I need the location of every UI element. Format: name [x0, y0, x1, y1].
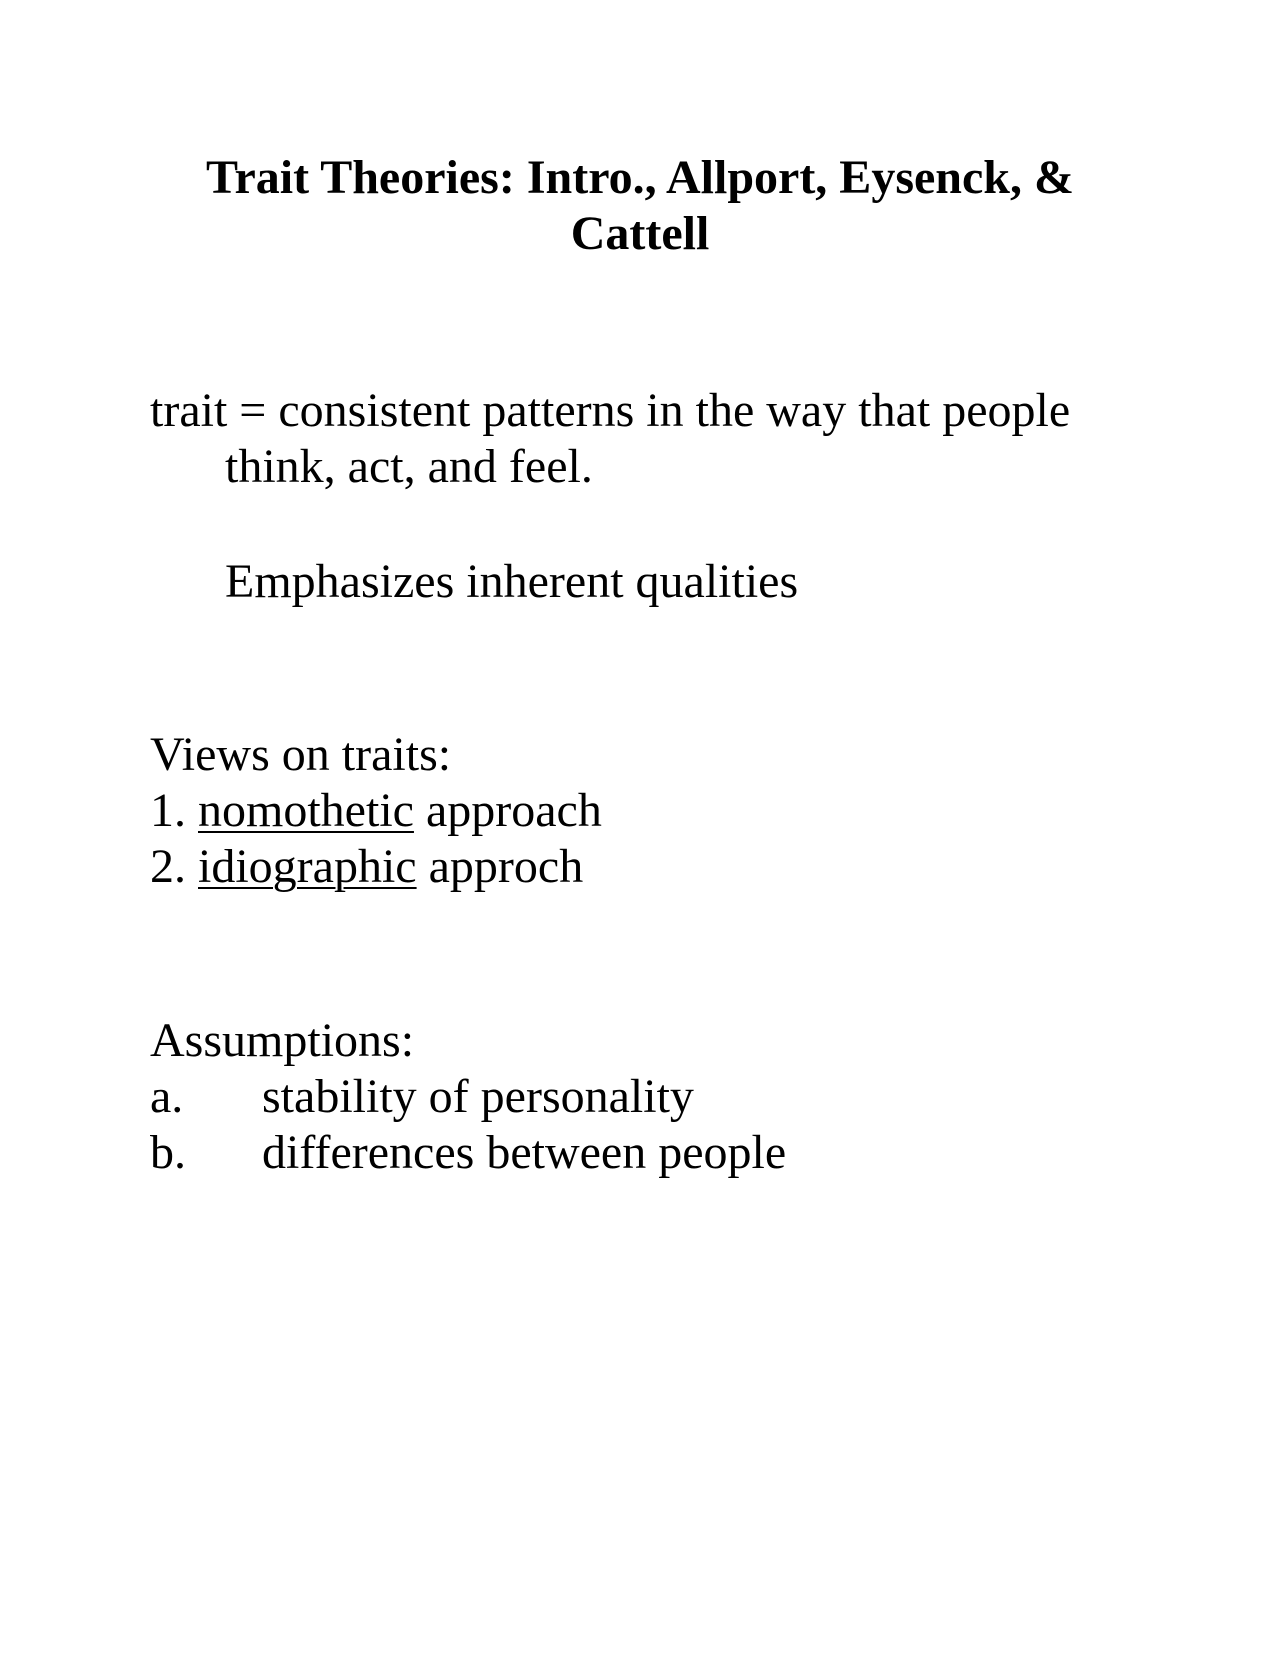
- assumption-marker: b.: [150, 1126, 186, 1179]
- emphasis-text: Emphasizes inherent qualities: [225, 555, 799, 608]
- views-item-2: [150, 839, 583, 895]
- assumption-marker: a.: [150, 1070, 184, 1123]
- page-title: [150, 150, 1130, 262]
- views-item-term: nomothetic: [198, 784, 414, 837]
- views-item-1: [150, 783, 602, 839]
- views-heading: Views on traits:: [150, 728, 452, 781]
- title-line-2: Cattell: [570, 207, 710, 260]
- views-item-number: 1.: [150, 784, 186, 837]
- title-line-1: Trait Theories: Intro., Allport, Eysenck, &: [206, 151, 1074, 204]
- assumptions-item-a: [150, 1069, 694, 1125]
- definition-line-2: think, act, and feel.: [225, 440, 593, 493]
- assumptions-item-b: [150, 1125, 786, 1181]
- views-item-rest: approach: [425, 784, 602, 837]
- views-item-rest: approch: [428, 840, 584, 893]
- assumptions-heading: Assumptions:: [150, 1014, 415, 1067]
- views-item-term: idiographic: [198, 840, 417, 893]
- assumption-text: stability of personality: [262, 1070, 694, 1123]
- assumption-text: differences between people: [262, 1126, 787, 1179]
- views-item-number: 2.: [150, 840, 186, 893]
- definition-line-1: trait = consistent patterns in the way that people: [150, 384, 1071, 437]
